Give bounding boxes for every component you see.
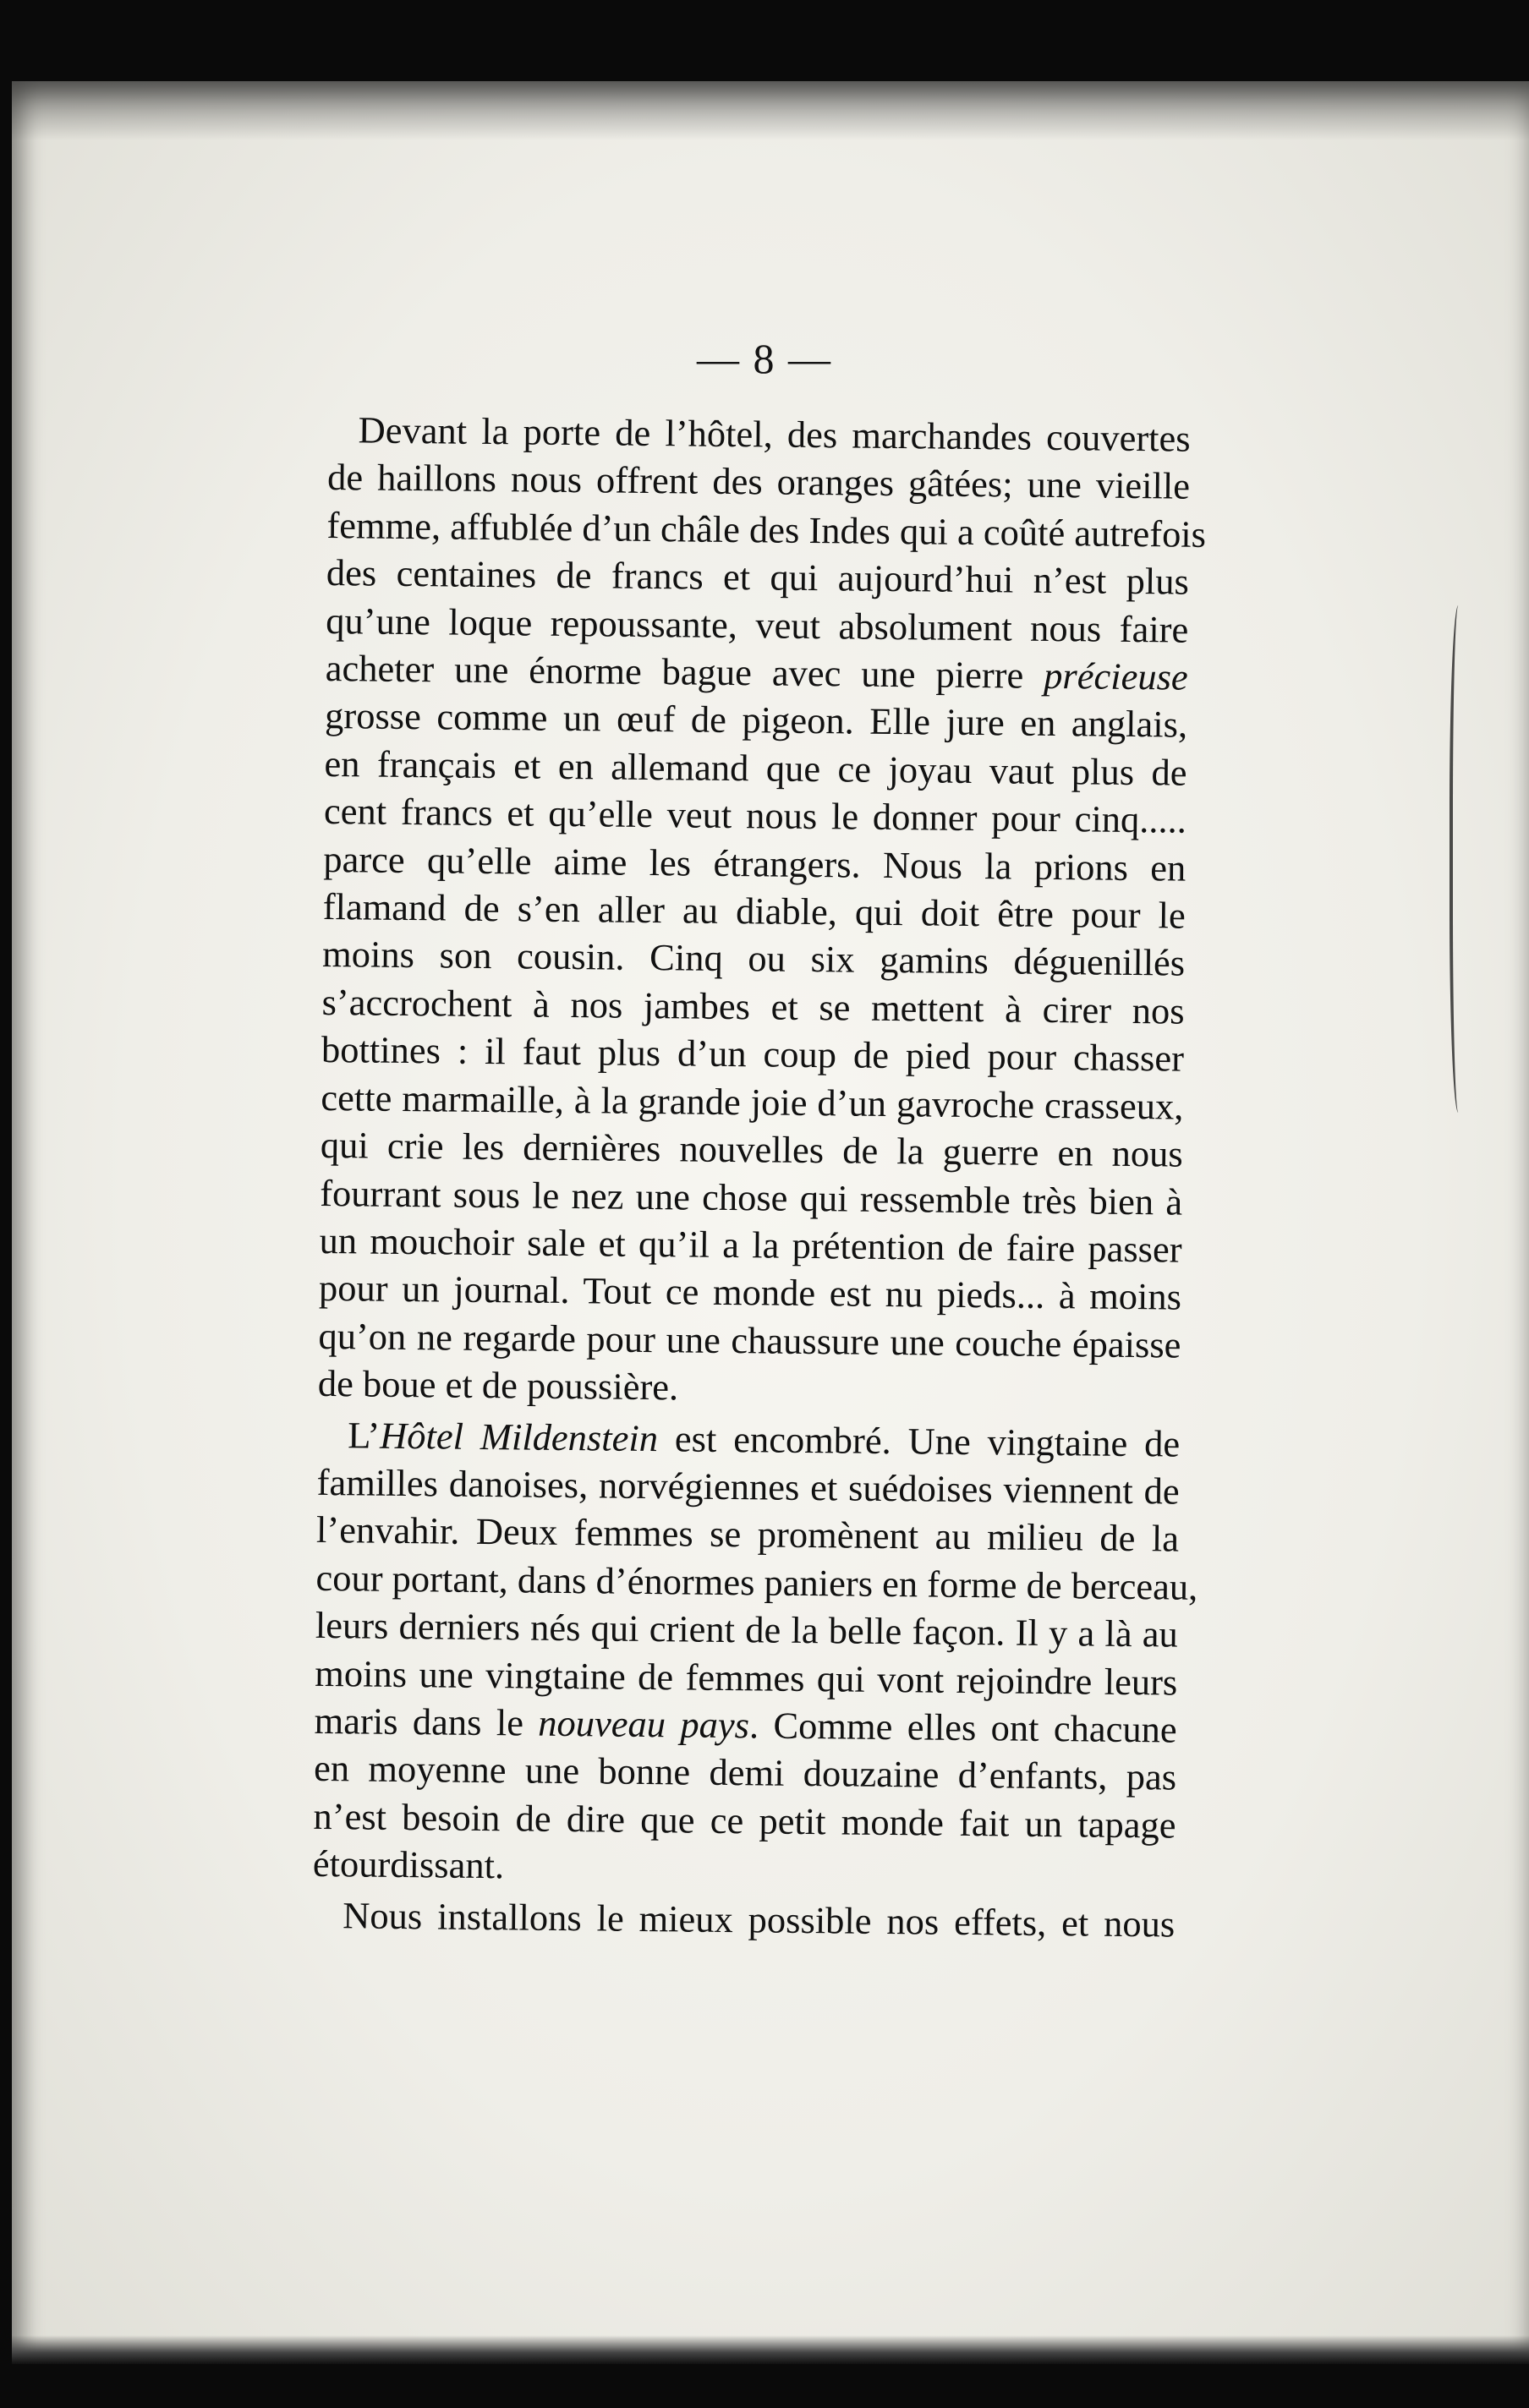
page-number: — 8 — xyxy=(697,335,832,382)
text-line: s’accrochent à nos jambes et se mettent à cirer nos xyxy=(321,980,1185,1032)
paragraph-1 xyxy=(317,406,1207,1416)
text-line: Devant la porte de l’hôtel, des marchandes couvertes xyxy=(358,408,1191,460)
text-line: L’Hôtel Mildenstein est encombré. Une vingtaine de xyxy=(347,1413,1181,1465)
text-line: cent francs et qu’elle veut nous le donner pour cinq..... xyxy=(323,790,1187,841)
text-line: maris dans le nouveau pays. Comme elles ont chacune xyxy=(314,1699,1177,1751)
text-line: en français et en allemand que ce joyau vaut plus de xyxy=(324,742,1187,794)
margin-ink-mark xyxy=(1450,605,1471,1113)
paragraph-2 xyxy=(312,1410,1198,1896)
text-line: cette marmaille, à la grande joie d’un gavroche crasseux, xyxy=(321,1075,1184,1128)
text-line: femme, affublée d’un châle des Indes qui a coûté autrefois xyxy=(326,503,1207,555)
text-line: pour un journal. Tout ce monde est nu pieds... à moins xyxy=(318,1267,1182,1318)
shadow-bottom-edge xyxy=(12,2335,1529,2364)
text-line: bottines : il faut plus d’un coup de pied pour chasser xyxy=(321,1028,1185,1080)
text-line: leurs derniers nés qui crient de la belle façon. Il y a là au xyxy=(315,1604,1179,1656)
text-line: moins une vingtaine de femmes qui vont rejoindre leurs xyxy=(315,1651,1178,1704)
text-line: de haillons nous offrent des oranges gâtées; une vieille xyxy=(326,456,1191,508)
shadow-top-edge xyxy=(12,81,1529,140)
text-line: étourdissant. xyxy=(312,1842,505,1887)
text-line: moins son cousin. Cinq ou six gamins déguenillés xyxy=(321,933,1186,985)
text-line: l’envahir. Deux femmes se promènent au milieu de la xyxy=(315,1508,1180,1560)
text-line: fourrant sous le nez une chose qui ressemble très bien à xyxy=(319,1171,1183,1223)
text-line: Nous installons le mieux possible nos effets, et nous xyxy=(343,1893,1176,1946)
text-line: cour portant, dans d’énormes paniers en forme de berceau, xyxy=(315,1556,1198,1608)
body-text xyxy=(312,406,1207,1948)
text-line: parce qu’elle aime les étrangers. Nous la prions en xyxy=(323,837,1186,889)
text-line: un mouchoir sale et qu’il a la prétention de faire passer xyxy=(319,1218,1182,1271)
text-line: acheter une énorme bague avec une pierre précieuse xyxy=(325,647,1188,698)
text-line: n’est besoin de dire que ce petit monde fait un tapage xyxy=(313,1794,1176,1847)
italic-phrase: nouveau pays xyxy=(538,1701,750,1747)
text-line: de boue et de poussière. xyxy=(317,1362,679,1409)
text-line: qu’on ne regarde pour une chaussure une couche épaisse xyxy=(318,1314,1181,1366)
paragraph-3 xyxy=(312,1891,1176,1947)
italic-word: précieuse xyxy=(1043,654,1188,698)
text-line: grosse comme un œuf de pigeon. Elle jure en anglais, xyxy=(324,694,1188,747)
text-line: familles danoises, norvégiennes et suédoises viennent de xyxy=(316,1460,1180,1513)
text-line: qui crie les dernières nouvelles de la guerre en nous xyxy=(320,1124,1184,1175)
text-line: flamand de s’en aller au diable, qui doit être pour le xyxy=(322,885,1186,937)
italic-hotel-name: Hôtel Mildenstein xyxy=(379,1414,659,1459)
text-line: en moyenne une bonne demi douzaine d’enfants, pas xyxy=(313,1747,1177,1798)
text-line: qu’une loque repoussante, veut absolument nous faire xyxy=(326,599,1189,651)
text-line: des centaines de francs et qui aujourd’hui n’est plus xyxy=(326,551,1190,603)
